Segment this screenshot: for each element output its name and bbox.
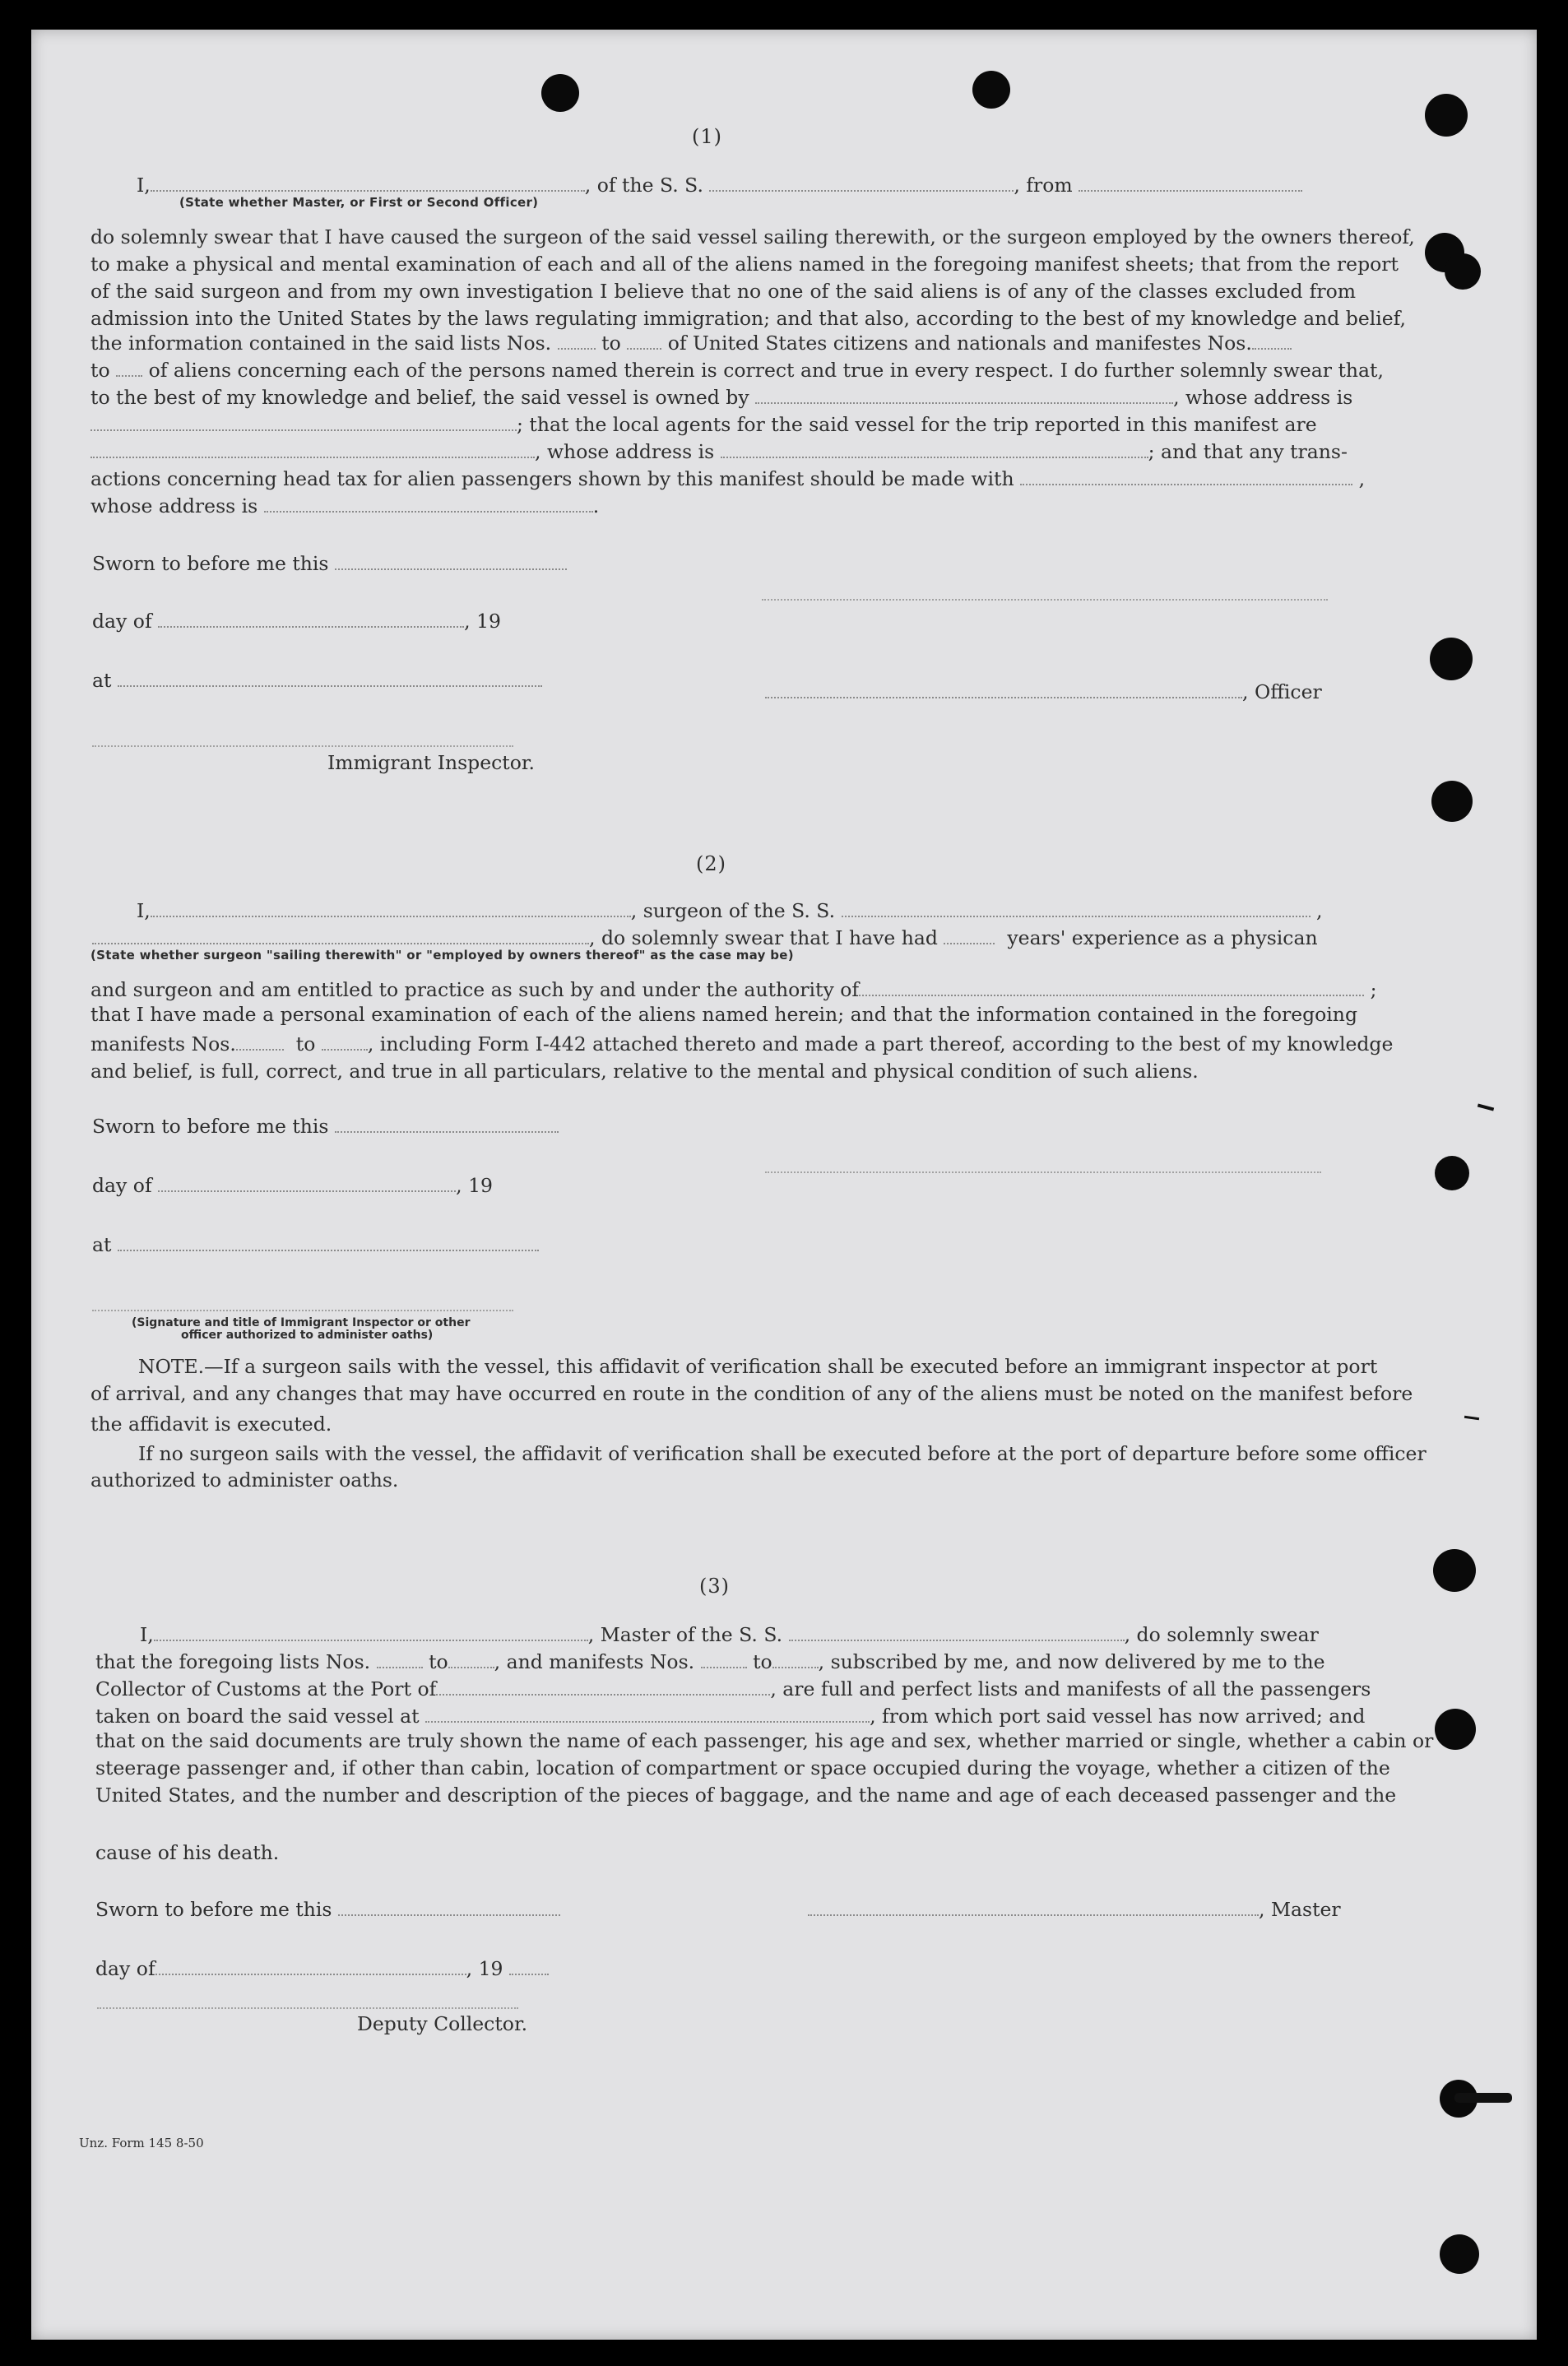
punch-hole (1435, 1156, 1469, 1190)
authority-line: and surgeon and am entitled to practice as such by and under the authority of ; (90, 978, 1377, 1001)
day-of-label: day of , 19 (92, 610, 501, 633)
body-line: of the said surgeon and from my own investigation I believe that no one of the said aliens is of any of the classes excluded from (90, 280, 1356, 303)
sworn-label: Sworn to before me this (92, 554, 567, 574)
signature-note: (Signature and title of Immigrant Inspector or other (132, 1316, 471, 1329)
agents-line: ; that the local agents for the said vessel for the trip reported in this manifest are (90, 415, 1317, 435)
section-1-number: (1) (692, 125, 722, 148)
lists-to-field[interactable] (627, 335, 661, 350)
day-of-label: day of , 19 (95, 1960, 549, 1979)
section-2-number: (2) (696, 852, 726, 875)
section-1-body (90, 224, 1415, 332)
day-of-field[interactable] (158, 1177, 456, 1192)
inspector-signature-line[interactable] (92, 745, 513, 747)
authority-field[interactable] (859, 981, 1364, 996)
head-tax-field[interactable] (1020, 471, 1352, 485)
body-line: United States, and the number and description of the pieces of baggage, and the name and age of each deceased passenger and the (95, 1784, 1397, 1807)
surgeon-vessel-field[interactable] (842, 902, 1311, 917)
exam-line: that I have made a personal examination of each of the aliens named herein; and that the information contained in the foregoing (90, 1003, 1357, 1026)
at-place-field[interactable] (118, 672, 542, 687)
punch-hole (972, 71, 1010, 109)
deputy-signature-line[interactable] (97, 2007, 518, 2009)
surgeon-signature-line[interactable] (765, 1171, 1321, 1173)
collector-line: Collector of Customs at the Port of , are full and perfect lists and manifests of all the passengers (95, 1677, 1371, 1700)
surgeon-status-field[interactable] (92, 930, 589, 944)
manifests-from-field[interactable] (1252, 335, 1292, 350)
sworn-day-field[interactable] (335, 1118, 559, 1133)
manifests-from-field[interactable] (701, 1654, 747, 1668)
whose-address-line: whose address is . (90, 494, 600, 517)
at-label: at (92, 671, 542, 691)
lists-to-field[interactable] (448, 1654, 494, 1668)
body-line: to make a physical and mental examination of each and all of the aliens named in the foregoing manifest sheets; that from the report (90, 253, 1399, 276)
form-page (31, 30, 1537, 2340)
sworn-label: Sworn to before me this (92, 1117, 559, 1137)
binding-string (1454, 2093, 1512, 2103)
info-line: the information contained in the said lists Nos. to of United States citizens and nationals and manifestes Nos. (90, 334, 1292, 354)
to-line: to of aliens concerning each of the persons named therein is correct and true in every respect. I do further solemnly swear that, (90, 359, 1384, 382)
day-of-label: day of , 19 (92, 1174, 493, 1197)
owner-field[interactable] (755, 389, 1173, 404)
sworn-label: Sworn to before me this (95, 1900, 560, 1920)
vessel-name-field[interactable] (709, 177, 1014, 192)
owner-address-field[interactable] (90, 416, 517, 431)
inspector-signature-line[interactable] (92, 1310, 513, 1311)
punch-hole (541, 74, 579, 112)
punch-hole (1430, 638, 1473, 680)
day-of-field[interactable] (158, 613, 464, 628)
officer-signature-field[interactable] (765, 684, 1242, 698)
note-line-end: the affidavit is executed. (90, 1413, 332, 1436)
edge-mark (1478, 1103, 1494, 1111)
body-line: do solemnly swear that I have caused the surgeon of the said vessel sailing therewith, or the surgeon employed by the owners thereof, (90, 225, 1415, 248)
from-port-field[interactable] (1079, 177, 1302, 192)
day-of-field[interactable] (155, 1960, 466, 1975)
officer-name-field[interactable] (151, 177, 585, 192)
manifests-to-field[interactable] (322, 1036, 368, 1051)
master-signature: , Master (808, 1900, 1341, 1920)
deputy-label: Deputy Collector. (357, 2012, 528, 2035)
master-name-field[interactable] (154, 1626, 588, 1641)
agents-address-field[interactable] (721, 443, 1148, 458)
officer-line: I, , of the S. S. , from (137, 176, 1302, 196)
experience-line: , do solemnly swear that I have had years' experience as a physican (92, 929, 1318, 949)
body-line: that on the said documents are truly shown the name of each passenger, his age and sex, whether married or single, whether a cabin or (95, 1729, 1434, 1752)
master-line: I, , Master of the S. S. , do solemnly swear (140, 1623, 1319, 1646)
manifests-from-field[interactable] (236, 1036, 284, 1051)
head-tax-address-field[interactable] (264, 498, 593, 513)
punch-hole (1440, 2234, 1479, 2274)
master-vessel-field[interactable] (789, 1626, 1125, 1641)
punch-hole (1435, 1709, 1476, 1750)
body-line: steerage passenger and, if other than cabin, location of compartment or space occupied during the voyage, whether a citizen of the (95, 1756, 1390, 1779)
punch-hole (1425, 94, 1468, 137)
surgeon-line: I, , surgeon of the S. S. , (137, 899, 1323, 922)
lists-from-field[interactable] (558, 335, 596, 350)
inspector-label: Immigrant Inspector. (327, 751, 536, 774)
edge-mark (1464, 1416, 1479, 1420)
port-field[interactable] (436, 1681, 770, 1696)
note-line: of arrival, and any changes that may have occurred en route in the condition of any of the aliens must be noted on the manifest before (90, 1382, 1413, 1405)
section-3-number: (3) (699, 1575, 730, 1598)
punch-hole (1431, 781, 1473, 822)
lists-line: that the foregoing lists Nos. to , and manifests Nos. to , subscribed by me, and now delivered by me to the (95, 1650, 1325, 1673)
year-field[interactable] (509, 1960, 549, 1975)
head-tax-line: actions concerning head tax for alien passengers shown by this manifest should be made with , (90, 467, 1366, 490)
years-field[interactable] (944, 930, 995, 944)
body-line-end: cause of his death. (95, 1841, 280, 1864)
manifests-to-field[interactable] (116, 362, 142, 377)
at-label: at (92, 1236, 539, 1255)
agents-address-line: , whose address is ; and that any trans- (90, 443, 1348, 462)
manifests-line: manifests Nos. to , including Form I-442 attached thereto and made a part thereof, according to the best of my knowledge (90, 1032, 1394, 1055)
officer-note: (State whether Master, or First or Second Officer) (179, 195, 539, 210)
officer-signature: , Officer (765, 683, 1322, 703)
belief-line: and belief, is full, correct, and true in all particulars, relative to the mental and physical condition of such aliens. (90, 1060, 1199, 1083)
taken-on-board-line: taken on board the said vessel at , from which port said vessel has now arrived; and (95, 1705, 1366, 1728)
surgeon-note: (State whether surgeon "sailing therewith" or "employed by owners thereof" as the case may be) (90, 948, 794, 963)
manifests-to-field[interactable] (772, 1654, 819, 1668)
sworn-day-field[interactable] (338, 1901, 560, 1916)
signature-note: officer authorized to administer oaths) (181, 1329, 434, 1342)
punch-hole (1433, 1549, 1476, 1592)
surgeon-name-field[interactable] (151, 902, 631, 917)
note-2: If no surgeon sails with the vessel, the affidavit of verification shall be executed before at the port of departure before some officer (138, 1442, 1427, 1465)
note-2-end: authorized to administer oaths. (90, 1468, 399, 1492)
body-line: admission into the United States by the laws regulating immigration; and that also, according to the best of my knowledge and belief, (90, 307, 1406, 330)
note-line: NOTE.—If a surgeon sails with the vessel, this affidavit of verification shall be executed before an immigrant inspector at port (138, 1355, 1378, 1378)
lists-from-field[interactable] (377, 1654, 423, 1668)
punch-hole (1445, 253, 1481, 290)
agents-field[interactable] (90, 443, 535, 458)
form-number: Unz. Form 145 8-50 (79, 2136, 204, 2150)
departure-port-field[interactable] (425, 1708, 870, 1723)
owner-line: to the best of my knowledge and belief, the said vessel is owned by , whose address is (90, 386, 1353, 409)
signature-line[interactable] (762, 599, 1328, 601)
sworn-day-field[interactable] (335, 555, 567, 570)
at-place-field[interactable] (118, 1236, 539, 1251)
section-3-body (95, 1728, 1434, 1809)
master-signature-field[interactable] (808, 1901, 1259, 1916)
